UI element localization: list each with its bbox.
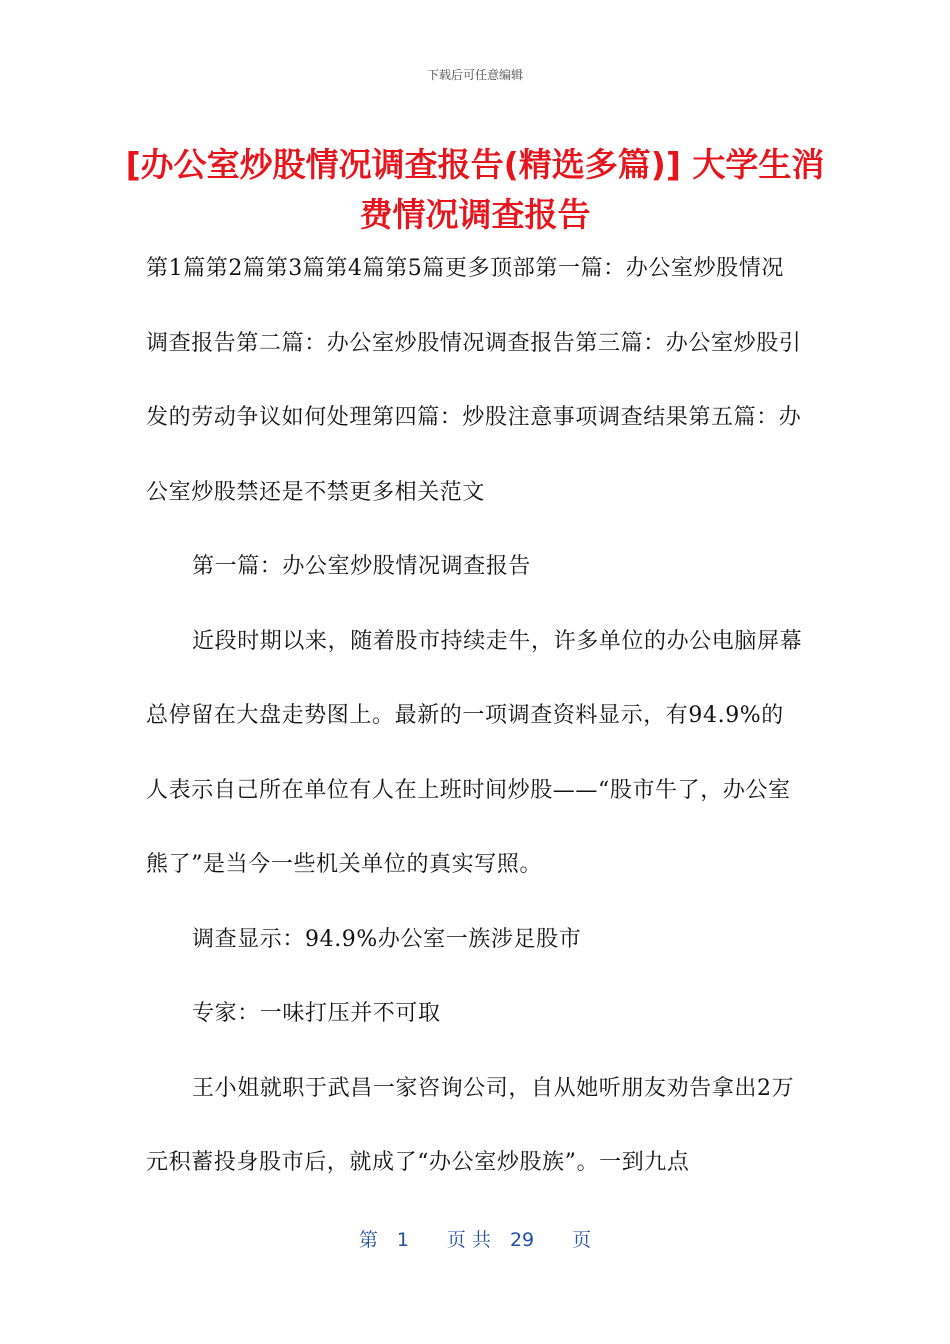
paragraph-toc: 第1篇第2篇第3篇第4篇第5篇更多顶部第一篇：办公室炒股情况调查报告第二篇：办公室炒股情况调查报告第三篇：办公室炒股引发的劳动争议如何处理第四篇：炒股注意事项调查结果第五篇：办公室炒股禁还是不禁更多相关范文 xyxy=(146,256,802,505)
paragraph-story: 王小姐就职于武昌一家咨询公司，自从她听朋友劝告拿出2万元积蓄投身股市后，就成了“办公室炒股族”。一到九点 xyxy=(146,1075,795,1175)
paragraph-subheading-expert: 专家：一味打压并不可取 xyxy=(192,1001,441,1026)
header-note: 下载后可任意编辑 xyxy=(426,68,523,82)
page-footer: 第 1 页 共 29 页 xyxy=(358,1229,592,1251)
document-title: [办公室炒股情况调查报告(精选多篇)] 大学生消费情况调查报告 xyxy=(125,145,825,234)
document-body xyxy=(146,232,806,1201)
paragraph-intro: 近段时期以来，随着股市持续走牛，许多单位的办公电脑屏幕总停留在大盘走势图上。最新的一项调查资料显示，有94.9%的人表示自己所在单位有人在上班时间炒股——“股市牛了，办公室熊了”是当今一些机关单位的真实写照。 xyxy=(146,628,803,877)
paragraph-section-heading: 第一篇：办公室炒股情况调查报告 xyxy=(192,554,532,579)
paragraph-subheading-survey: 调查显示：94.9%办公室一族涉足股市 xyxy=(192,926,582,952)
